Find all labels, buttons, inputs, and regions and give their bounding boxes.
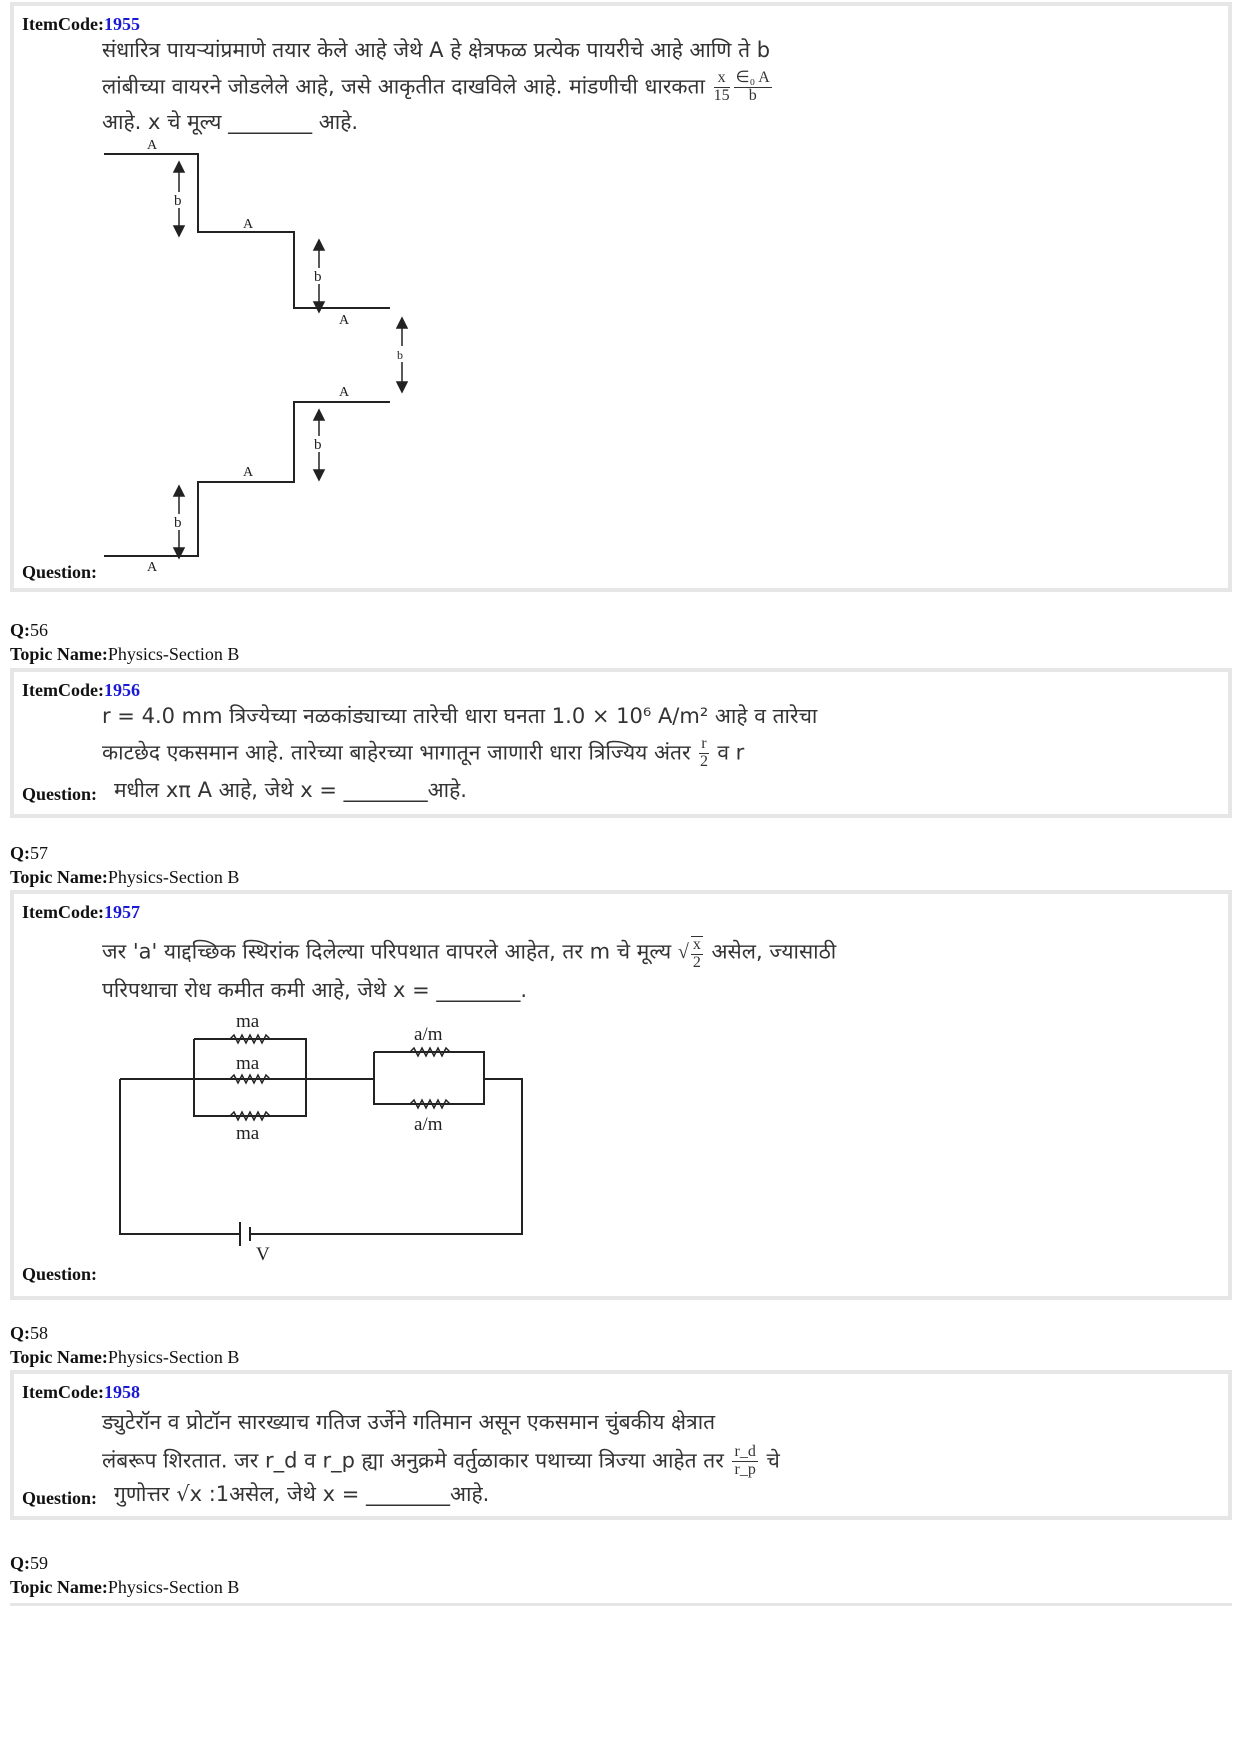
- sqrt-expression: √ $\frac{x}{2}$: [677, 936, 701, 971]
- radius-ratio-fraction: $\frac{r\_d}{r\_p}$: [734, 1443, 756, 1478]
- svg-text:b: b: [314, 437, 322, 453]
- capacitance-fraction-1: $\frac{x}{15}$: [713, 69, 730, 104]
- question-line-1: r = 4.0 mm त्रिज्येच्या नळकांड्याच्या तारेची धारा घनता 1.0 × 10⁶ A/m² आहे व तारेचा: [102, 704, 818, 728]
- svg-text:b: b: [397, 348, 403, 362]
- svg-text:b: b: [314, 269, 322, 285]
- topic-name: Topic Name:Physics-Section B: [10, 644, 240, 664]
- question-line-3: मधील xπ A आहे, जेथे x = ________आहे.: [114, 778, 467, 802]
- item-code-label: ItemCode:: [22, 14, 104, 34]
- question-label: Question:: [22, 1264, 98, 1284]
- stepped-capacitor-diagram: [14, 6, 514, 596]
- area-label: A: [339, 385, 350, 400]
- svg-text:b: b: [174, 193, 182, 209]
- question-label: Question:: [22, 562, 98, 582]
- resistor-label: a/m: [414, 1024, 443, 1045]
- gap-arrow: [172, 486, 186, 558]
- capacitance-fraction-2: $\frac{\text{∈₀ A}}{b}$: [735, 69, 770, 104]
- divider: [10, 1603, 1232, 1606]
- gap-arrow: [172, 162, 186, 236]
- item-code-row: ItemCode:1958: [22, 1382, 140, 1402]
- resistor-circuit-diagram: [14, 894, 614, 1304]
- question-card-1955: [10, 2, 1232, 592]
- area-label: A: [147, 560, 158, 575]
- question-number: Q:58: [10, 1323, 48, 1343]
- question-number: Q:56: [10, 620, 48, 640]
- question-line-3: गुणोत्तर √x :1असेल, जेथे x = ________आहे.: [114, 1482, 490, 1506]
- question-line-1: संधारित्र पायऱ्यांप्रमाणे तयार केले आहे जेथे A हे क्षेत्रफळ प्रत्येक पायरीचे आहे आणि ते b: [102, 38, 771, 62]
- question-line-1: जर 'a' याद्दच्छिक स्थिरांक दिलेल्या परिपथात वापरले आहेत, तर m चे मूल्य √ $\frac{x}{2}$ असेल, ज्यासाठी: [102, 936, 837, 971]
- question-number: Q:59: [10, 1553, 48, 1573]
- question-number: Q:57: [10, 843, 48, 863]
- question-line-3: आहे. x चे मूल्य ________ आहे.: [102, 110, 359, 134]
- topic-name: Topic Name:Physics-Section B: [10, 867, 240, 887]
- question-card-1958: [10, 1370, 1232, 1520]
- resistor-label: a/m: [414, 1114, 443, 1135]
- question-line-1: ड्युटेरॉन व प्रोटॉन सारख्याच गतिज उर्जेने गतिमान असून एकसमान चुंबकीय क्षेत्रात: [102, 1410, 716, 1434]
- topic-name: Topic Name:Physics-Section B: [10, 1577, 240, 1597]
- item-code-row: ItemCode:1956: [22, 680, 140, 700]
- svg-text:b: b: [174, 515, 182, 531]
- topic-name: Topic Name:Physics-Section B: [10, 1347, 240, 1367]
- question-line-2-text: लांबीच्या वायरने जोडलेले आहे, जसे आकृतीत दाखविले आहे. मांडणीची धारकता: [102, 74, 705, 99]
- gap-arrow: [312, 410, 326, 480]
- resistor-label: ma: [236, 1123, 260, 1144]
- question-card-1956: [10, 668, 1232, 818]
- question-line-2: काटछेद एकसमान आहे. तारेच्या बाहेरच्या भागातून जाणारी धारा त्रिज्यिय अंतर $\frac{r}{2}$ व r: [102, 735, 745, 770]
- question-line-2: परिपथाचा रोध कमीत कमी आहे, जेथे x = ________.: [102, 978, 528, 1002]
- area-label: A: [243, 465, 254, 480]
- question-label: Question:: [22, 1488, 98, 1508]
- item-code-value: 1955: [103, 14, 140, 34]
- radius-fraction: $\frac{r}{2}$: [699, 735, 708, 770]
- area-label: A: [147, 138, 158, 153]
- area-label: A: [243, 217, 254, 232]
- gap-arrow: [395, 318, 409, 392]
- question-card-1957: [10, 890, 1232, 1300]
- question-line-2: लंबरूप शिरतात. जर r_d व r_p ह्या अनुक्रमे वर्तुळाकार पथाच्या त्रिज्या आहेत तर $\frac{r\_d}{r\_p}$ चे: [102, 1443, 780, 1478]
- item-code-row: ItemCode:1957: [22, 902, 140, 922]
- area-label: A: [339, 313, 350, 328]
- source-label: V: [256, 1244, 270, 1265]
- resistor-label: ma: [236, 1053, 260, 1074]
- resistor-label: ma: [236, 1011, 260, 1032]
- gap-arrow: [312, 240, 326, 312]
- question-label: Question:: [22, 784, 98, 804]
